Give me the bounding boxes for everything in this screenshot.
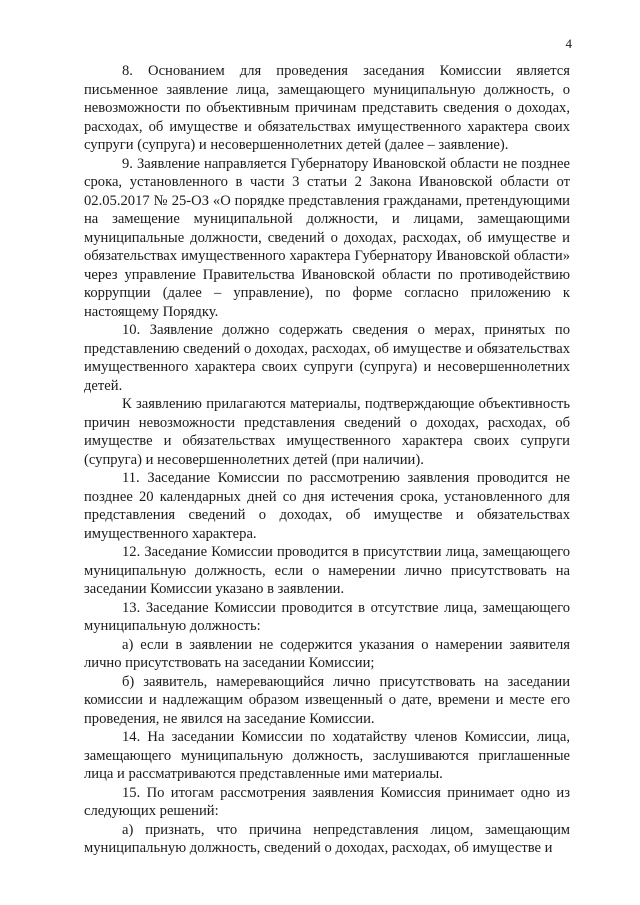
paragraph-10: 10. Заявление должно содержать сведения о мерах, принятых по представлению сведений о доходах, расходах, об имуществе и обязательствах имущественного характера своих супруги (супруга) и несовершеннолетних детей. <box>84 322 570 394</box>
document-body <box>84 62 570 858</box>
paragraph-13-b: б) заявитель, намеревающийся лично присутствовать на заседании комиссии и надлежащим образом извещенный о дате, времени и месте его проведения, не явился на заседание Комиссии. <box>84 673 570 727</box>
paragraph-11: 11. Заседание Комиссии по рассмотрению заявления проводится не позднее 20 календарных дней со дня истечения срока, установленного для представления сведений о доходах, об имуществе и обязательствах имущественного характера. <box>84 470 570 542</box>
paragraph-12: 12. Заседание Комиссии проводится в присутствии лица, замещающего муниципальную должность, если о намерении лично присутствовать на заседании Комиссии указано в заявлении. <box>84 544 570 597</box>
paragraph-13: 13. Заседание Комиссии проводится в отсутствие лица, замещающего муниципальную должность: <box>84 599 570 634</box>
paragraph-9: 9. Заявление направляется Губернатору Ивановской области не позднее срока, установленного в части 3 статьи 2 Закона Ивановской области от 02.05.2017 № 25-ОЗ «О порядке представления гражданами, претендующими на замещение муниципальной должности, и лицами, замещающими муниципальные должности, сведений о доходах, расходах, об имуществе и обязательствах имущественного характера Губернатору Ивановской области» через управление Правительства Ивановской области по противодействию коррупции (далее – управление), по форме согласно приложению к настоящему Порядку. <box>84 155 570 320</box>
paragraph-15: 15. По итогам рассмотрения заявления Комиссия принимает одно из следующих решений: <box>84 784 570 819</box>
paragraph-13-a: а) если в заявлении не содержится указания о намерении заявителя лично присутствовать на заседании Комиссии; <box>84 636 570 671</box>
paragraph-15-a: а) признать, что причина непредставления лицом, замещающим муниципальную должность, сведений о доходах, расходах, об имуществе и <box>84 821 570 856</box>
paragraph-10-attachments: К заявлению прилагаются материалы, подтверждающие объективность причин невозможности представления сведений о доходах, расходах, об имуществе и обязательствах имущественного характера своих супруги (супруга) и несовершеннолетних детей (при наличии). <box>84 396 570 468</box>
paragraph-8: 8. Основанием для проведения заседания Комиссии является письменное заявление лица, замещающего муниципальную должность, о невозможности по объективным причинам представить сведения о доходах, расходах, об имуществе и обязательствах имущественного характера своих супруги (супруга) и несовершеннолетних детей (далее – заявление). <box>84 63 570 153</box>
page-number: 4 <box>565 36 572 51</box>
paragraph-14: 14. На заседании Комиссии по ходатайству членов Комиссии, лица, замещающего муниципальную должность, заслушиваются приглашенные лица и рассматриваются представленные ими материалы. <box>84 729 570 782</box>
